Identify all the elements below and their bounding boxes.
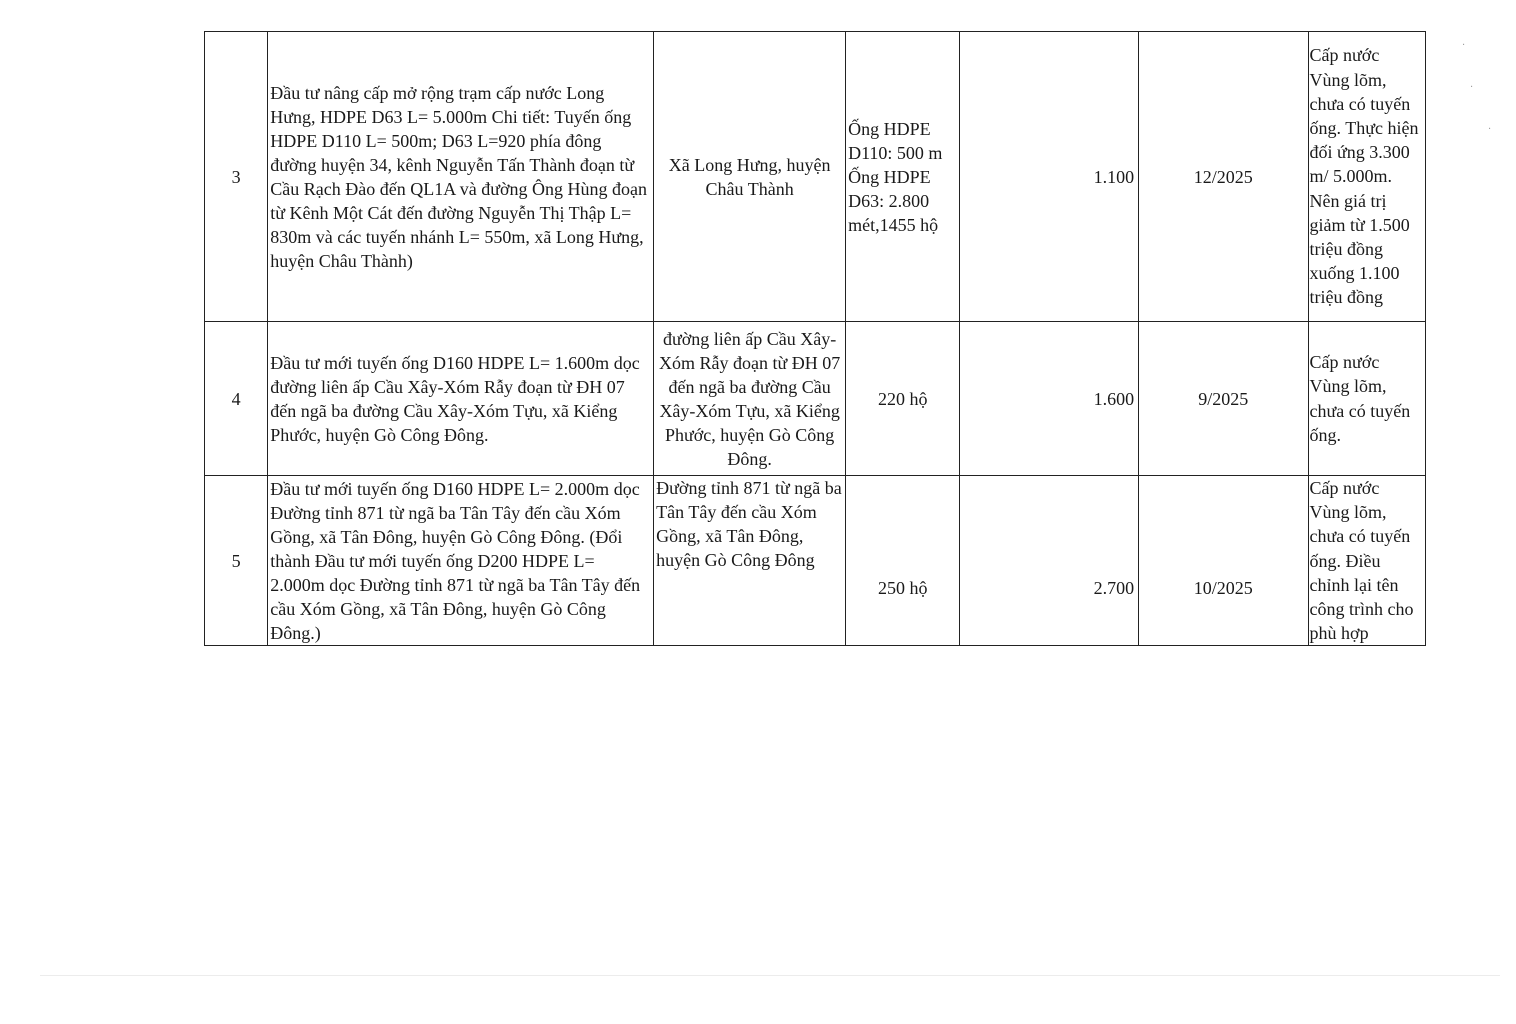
project-scale: 250 hộ bbox=[846, 476, 960, 646]
project-scale: Ống HDPE D110: 500 m Ống HDPE D63: 2.800 mét,1455 hộ bbox=[846, 32, 960, 322]
project-location: Đường tỉnh 871 từ ngã ba Tân Tây đến cầu Xóm Gồng, xã Tân Đông, huyện Gò Công Đông bbox=[654, 476, 846, 646]
project-description: Đầu tư nâng cấp mở rộng trạm cấp nước Long Hưng, HDPE D63 L= 5.000m Chi tiết: Tuyến ống HDPE D110 L= 500m; D63 L=920 phía đông đường huyện 34, kênh Nguyễn Tấn Thành đoạn từ Cầu Rạch Đào đến QL1A và đường Ông Hùng đoạn từ Kênh Một Cát đến đường Nguyễn Thị Thập L= 830m và các tuyến nhánh L= 550m, xã Long Hưng, huyện Châu Thành) bbox=[268, 32, 654, 322]
scan-artifact: · bbox=[1462, 40, 1466, 51]
table-row bbox=[205, 32, 1426, 322]
table-row bbox=[205, 322, 1426, 476]
scan-artifact: · bbox=[1470, 82, 1474, 93]
completion-date: 9/2025 bbox=[1139, 322, 1308, 476]
project-cost: 2.700 bbox=[960, 476, 1139, 646]
project-table bbox=[204, 31, 1426, 646]
project-cost: 1.100 bbox=[960, 32, 1139, 322]
project-note: Cấp nước Vùng lõm, chưa có tuyến ống. bbox=[1308, 322, 1425, 476]
completion-date: 12/2025 bbox=[1139, 32, 1308, 322]
project-location: đường liên ấp Cầu Xây- Xóm Rẫy đoạn từ ĐH 07 đến ngã ba đường Cầu Xây-Xóm Tựu, xã Kiểng Phước, huyện Gò Công Đông. bbox=[654, 322, 846, 476]
scan-edge-line bbox=[40, 975, 1500, 976]
project-note: Cấp nước Vùng lõm, chưa có tuyến ống. Thực hiện đối ứng 3.300 m/ 5.000m. Nên giá trị giảm từ 1.500 triệu đồng xuống 1.100 triệu đồng bbox=[1308, 32, 1425, 322]
table-row bbox=[205, 476, 1426, 646]
project-cost: 1.600 bbox=[960, 322, 1139, 476]
row-number: 4 bbox=[205, 322, 268, 476]
row-number: 3 bbox=[205, 32, 268, 322]
completion-date: 10/2025 bbox=[1139, 476, 1308, 646]
project-description: Đầu tư mới tuyến ống D160 HDPE L= 1.600m dọc đường liên ấp Cầu Xây-Xóm Rẫy đoạn từ ĐH 07 đến ngã ba đường Cầu Xây-Xóm Tựu, xã Kiểng Phước, huyện Gò Công Đông. bbox=[268, 322, 654, 476]
row-number: 5 bbox=[205, 476, 268, 646]
scan-artifact: · bbox=[1488, 124, 1492, 135]
project-scale: 220 hộ bbox=[846, 322, 960, 476]
project-location: Xã Long Hưng, huyện Châu Thành bbox=[654, 32, 846, 322]
project-description: Đầu tư mới tuyến ống D160 HDPE L= 2.000m dọc Đường tỉnh 871 từ ngã ba Tân Tây đến cầu Xóm Gồng, xã Tân Đông, huyện Gò Công Đông. (Đổi thành Đầu tư mới tuyến ống D200 HDPE L= 2.000m dọc Đường tỉnh 871 từ ngã ba Tân Tây đến cầu Xóm Gồng, xã Tân Đông, huyện Gò Công Đông.) bbox=[268, 476, 654, 646]
project-note: Cấp nước Vùng lõm, chưa có tuyến ống. Điều chỉnh lại tên công trình cho phù hợp bbox=[1308, 476, 1425, 646]
